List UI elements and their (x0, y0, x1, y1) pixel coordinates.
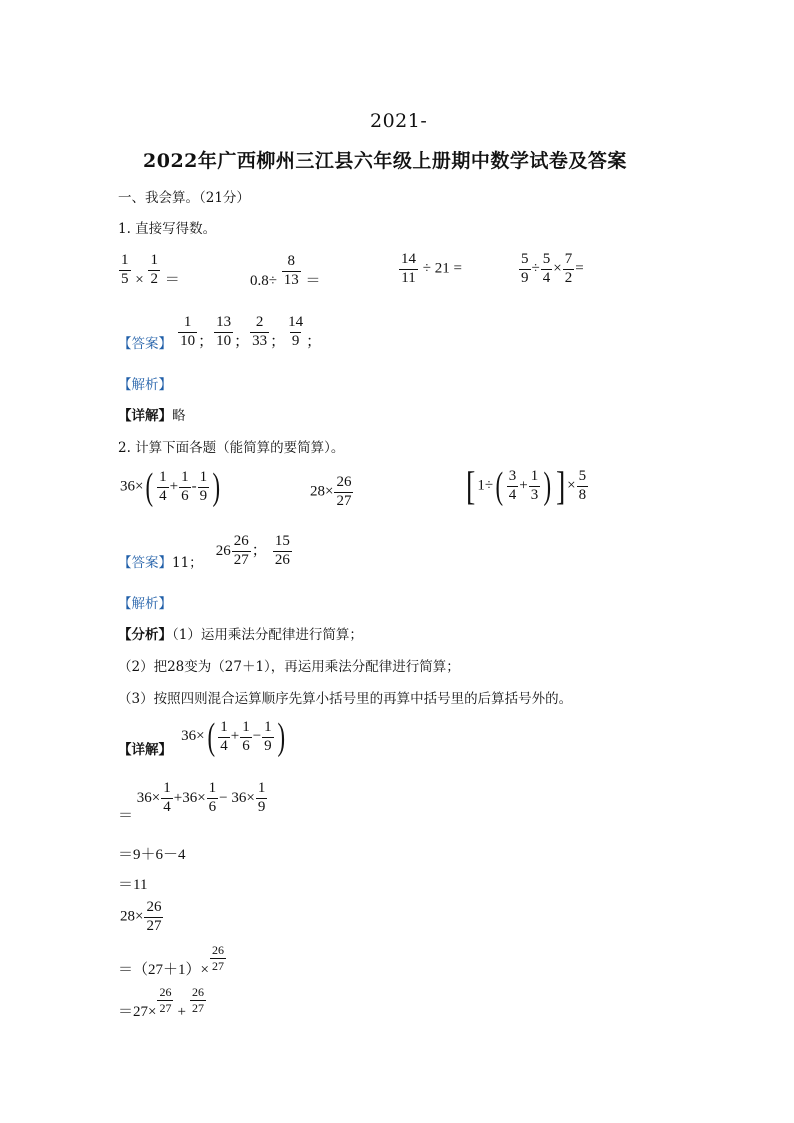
q1-item-c: $\frac{14}{11}$ ÷ 21 = (401, 251, 462, 286)
detail-2-step-1: ＝ 36× $\frac{1}{4}$ +36× $\frac{1}{6}$ − 36× $\frac{1}{9}$ (118, 780, 266, 824)
q2-item-b: 28× $\frac{26}{27}$ (310, 474, 352, 509)
answer-1-separator: ； (270, 333, 286, 350)
answer-1-separator: ； (306, 333, 322, 350)
answer-1-fraction: $\frac{1}{10}$ (180, 314, 196, 349)
analysis-label-2: 【解析】 (118, 596, 172, 612)
q2-item-c: [ 1÷( $\frac{3}{4}$ + $\frac{1}{3}$ ) ] × $\frac{5}{8}$ (465, 463, 587, 508)
answer-1-fraction: $\frac{2}{33}$ (252, 314, 268, 349)
question-1-label: 1. 直接写得数。 (118, 221, 217, 237)
detail-2-heading: $_{【详解】}$ 36×( $\frac{1}{4}$ + $\frac{1}{6}$ − $\frac{1}{9}$ ) (118, 716, 285, 759)
q1-item-b: 0.8÷ $\frac{8}{13}$ ＝ (250, 253, 321, 289)
analysis-2-line-3: （3）按照四则混合运算顺序先算小括号里的再算中括号里的后算括号外的。 (118, 691, 573, 707)
detail-1: 【详解】略 (118, 408, 186, 424)
detail-2-step-4: 28× $\frac{26}{27}$ (120, 899, 162, 934)
detail-2-step-5: ＝（27＋1）× $\frac{26}{27}$ (118, 943, 224, 978)
answer-1-separator: ； (234, 333, 250, 350)
detail-2-step-2: ＝9＋6－4 (118, 847, 186, 863)
analysis-2-line-2: （2）把28变为（27＋1），再运用乘法分配律进行简算； (118, 659, 460, 675)
answer-1-fraction: $\frac{14}{9}$ (288, 314, 304, 349)
detail-2-step-6: ＝27× $\frac{26}{27}$ + $\frac{26}{27}$ (118, 985, 204, 1020)
title-line-1: 2021- (370, 110, 428, 132)
detail-2-step-3: ＝11 (118, 877, 148, 893)
section-heading: 一、我会算。（21分） (118, 190, 250, 206)
q1-item-a: $\frac{1}{5}$ × $\frac{1}{2}$ ＝ (121, 252, 180, 288)
question-2-label: 2. 计算下面各题（能简算的要简算）。 (118, 440, 345, 456)
q2-item-a: 36×( $\frac{1}{4}$ + $\frac{1}{6}$ - $\frac{1}{9}$ ) (120, 466, 221, 508)
answer-1: $_{【答案】}$ $\frac{1}{10}$ ； $\frac{13}{10}$ ； $\frac{2}{33}$ ； $\frac{14}{9}$ ； (118, 314, 322, 352)
title-line-2: 2022年广西柳州三江县六年级上册期中数学试卷及答案 (143, 150, 627, 172)
answer-1-separator: ； (198, 333, 214, 350)
answer-2: $_{【答案】11;}$ 26 $\frac{26}{27}$ ； $\frac{15}{26}$ (118, 533, 290, 571)
analysis-2-line-1: 【分析】（1）运用乘法分配律进行简算； (118, 627, 363, 643)
q1-item-d: $\frac{5}{9}$ ÷ $\frac{5}{4}$ × $\frac{7}{2}$ = (521, 251, 584, 286)
analysis-label-1: 【解析】 (118, 377, 172, 393)
answer-1-fraction: $\frac{13}{10}$ (216, 314, 232, 349)
